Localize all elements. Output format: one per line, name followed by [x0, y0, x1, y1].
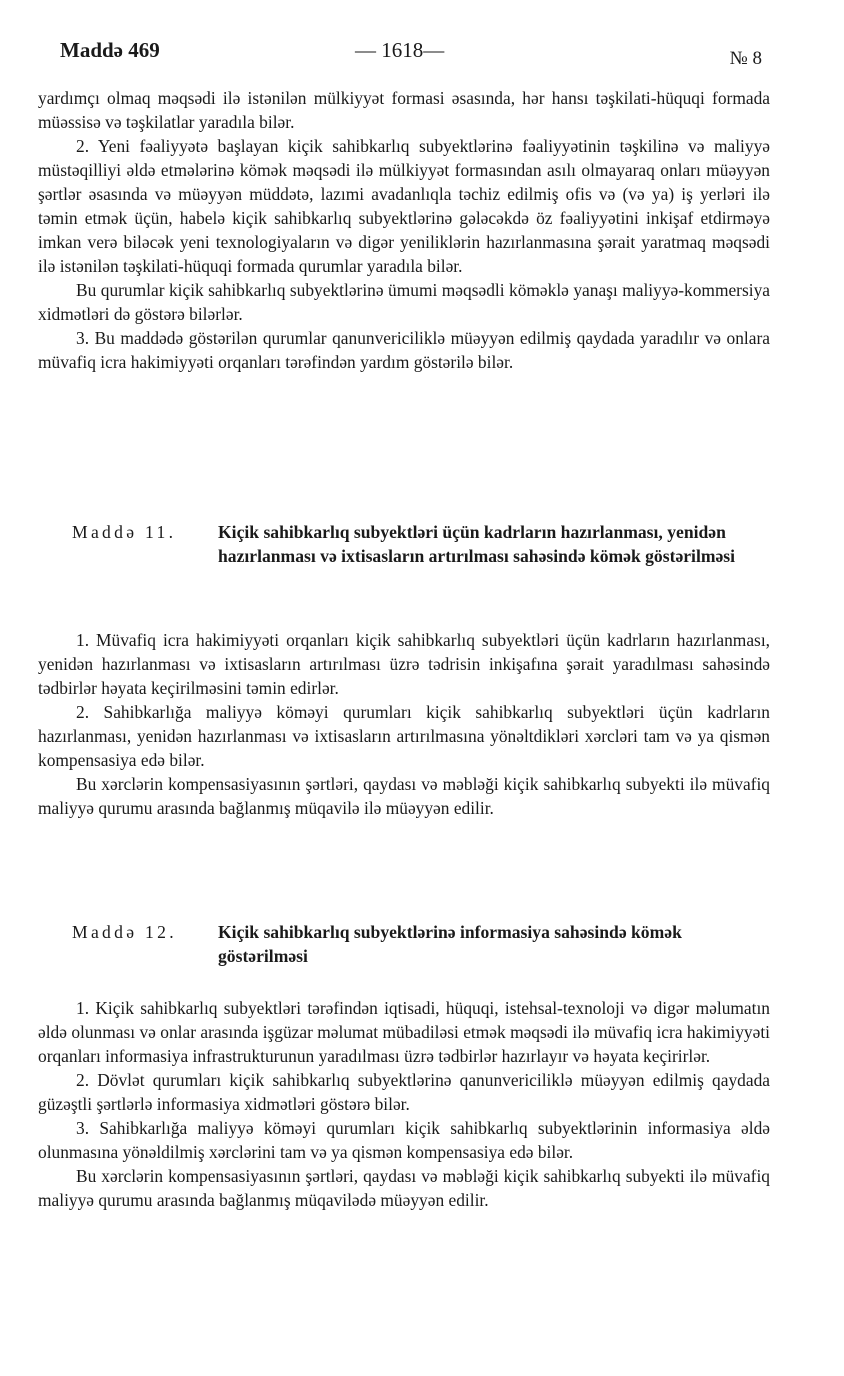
intro-section	[38, 86, 770, 374]
running-header	[60, 38, 762, 72]
article-11-label: Maddə 11.	[72, 522, 177, 542]
article-11-paragraph-3: Bu xərclərin kompensasiyasının şərtləri, qaydası və məbləği kiçik sahibkarlıq subyekti ilə müvafiq maliyyə qurumu arasında bağlanmış müqavilə ilə müəyyən edilir.	[38, 774, 770, 818]
article-12-title: Kiçik sahibkarlıq subyektlərinə informasiya sahəsində kömək göstərilməsi	[218, 922, 682, 966]
article-12-label: Maddə 12.	[72, 922, 177, 942]
article-12-body	[38, 996, 770, 1212]
article-12-paragraph-4: Bu xərclərin kompensasiyasının şərtləri, qaydası və məbləği kiçik sahibkarlıq subyekti ilə müvafiq maliyyə qurumu arasında bağlanmış müqavilədə müəyyən edilir.	[38, 1166, 770, 1210]
article-11-paragraph-1: 1. Müvafiq icra hakimiyyəti orqanları kiçik sahibkarlıq subyektləri üçün kadrların hazırlanması, yenidən hazırlanması və ixtisasların artırılması üzrə tədrisin inkişafına şərait yaradılması sahəsində tədbirlər həyata keçirilməsini təmin edirlər.	[38, 630, 770, 698]
article-12-paragraph-3: 3. Sahibkarlığa maliyyə köməyi qurumları kiçik sahibkarlıq subyektlərinin informasiya əldə olunmasına yönəldilmiş xərclərini tam və ya qismən kompensasiya edə bilər.	[38, 1118, 770, 1162]
page-number: — 1618—	[355, 38, 445, 62]
article-11-paragraph-2: 2. Sahibkarlığa maliyyə köməyi qurumları kiçik sahibkarlıq subyektləri üçün kadrların hazırlanması, yenidən hazırlanması və ixtisasların artırılmasına yönəltdikləri xərcləri tam və ya qismən kompensasiya edə bilər.	[38, 702, 770, 770]
article-12-paragraph-2: 2. Dövlət qurumları kiçik sahibkarlıq subyektlərinə qanunvericiliklə müəyyən edilmiş qaydada güzəştli şərtlərlə informasiya xidmətləri göstərə bilər.	[38, 1070, 770, 1114]
paragraph-continuation: yardımçı olmaq məqsədi ilə istənilən mülkiyyət formasi əsasında, hər hansı təşkilati-hüquqi formada müəssisə və təşkilatlar yaradıla bilər.	[38, 88, 770, 132]
article-11-body	[38, 628, 770, 820]
paragraph-3: Bu qurumlar kiçik sahibkarlıq subyektlərinə ümumi məqsədli köməklə yanaşı maliyyə-kommersiya xidmətləri də göstərə bilərlər.	[38, 280, 770, 324]
article-reference: Maddə 469	[60, 38, 160, 62]
paragraph-4: 3. Bu maddədə göstərilən qurumlar qanunvericiliklə müəyyən edilmiş qaydada yaradılır və onlara müvafiq icra hakimiyyəti orqanları tərəfindən yardım göstərilə bilər.	[38, 328, 770, 372]
article-12-paragraph-1: 1. Kiçik sahibkarlıq subyektləri tərəfindən iqtisadi, hüquqi, istehsal-texnoloji və digər məlumatın əldə olunması və onlar arasında işgüzar məlumat mübadiləsi etmək məqsədi ilə müvafiq icra hakimiyyəti orqanları informasiya infrastrukturunun yaradılması üzrə tədbirlər hazırlayır və həyata keçirirlər.	[38, 998, 770, 1066]
issue-number: № 8	[729, 48, 762, 69]
article-11-title: Kiçik sahibkarlıq subyektləri üçün kadrların hazırlanması, yenidən hazırlanması və ixtisasların artırılması sahəsində kömək göstərilməsi	[218, 522, 736, 566]
paragraph-2: 2. Yeni fəaliyyətə başlayan kiçik sahibkarlıq subyektlərinə fəaliyyətinin təşkilinə və maliyyə müstəqilliyi əldə etmələrinə kömək məqsədi ilə mülkiyyət formasından asılı olmayaraq onları müəyyən şərtlər əsasında və müəyyən müddətə, lazımi avadanlıqla təchiz edilmiş ofis və (və ya) iş yerləri ilə təmin etmək üçün, habelə kiçik sahibkarlıq subyektlərinə gələcəkdə öz fəaliyyətini inkişaf etdirməyə imkan verə biləcək yeni texnologiyaların və digər yeniliklərin hazırlanmasına şərait yaratmaq məqsədi ilə istənilən təşkilati-hüquqi formada qurumlar yaradıla bilər.	[38, 136, 770, 276]
